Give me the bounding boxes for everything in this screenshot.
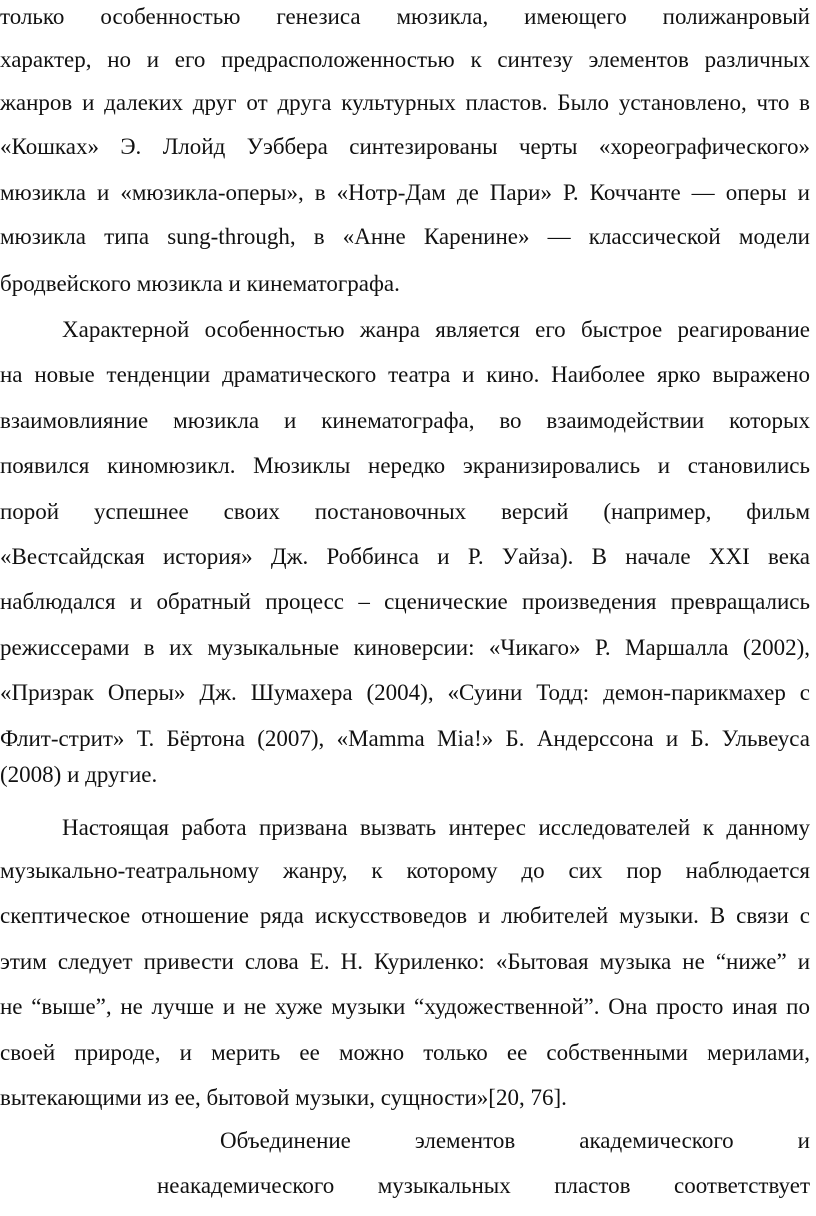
paragraph-2-line-6: «Вестсайдская история» Дж. Роббинса и Р. Уайза). В начале XXI века — [0, 544, 810, 569]
paragraph-1-line-5: мюзикла и «мюзикла-оперы», в «Нотр-Дам де Пари» Р. Коччанте — оперы и — [0, 180, 810, 205]
paragraph-4-line-2: неакадемического музыкальных пластов соответствует — [157, 1173, 810, 1198]
paragraph-4-line-1: Объединение элементов академического и — [220, 1128, 810, 1153]
paragraph-3-line-3: скептическое отношение ряда искусствоведов и любителей музыки. В связи с — [0, 903, 810, 928]
paragraph-2-line-3: взаимовлияние мюзикла и кинематографа, во взаимодействии которых — [0, 408, 810, 433]
paragraph-2-line-10: Флит-стрит» Т. Бёртона (2007), «Mamma Mia!» Б. Андерссона и Б. Ульвеуса — [0, 726, 810, 751]
paragraph-1-line-7: бродвейского мюзикла и кинематографа. — [0, 271, 400, 296]
paragraph-1-line-2: характер, но и его предрасположенностью к синтезу элементов различных — [0, 47, 810, 72]
paragraph-1-line-1: только особенностью генезиса мюзикла, имеющего полижанровый — [0, 4, 810, 29]
paragraph-1-line-6: мюзикла типа sung-through, в «Анне Каренине» — классической модели — [0, 224, 810, 249]
paragraph-2-line-2: на новые тенденции драматического театра и кино. Наиболее ярко выражено — [0, 362, 810, 387]
paragraph-3-line-5: не “выше”, не лучше и не хуже музыки “художественной”. Она просто иная по — [0, 994, 810, 1019]
paragraph-1-line-3: жанров и далеких друг от друга культурных пластов. Было установлено, что в — [0, 90, 810, 115]
paragraph-3-line-7: вытекающими из ее, бытовой музыки, сущности»[20, 76]. — [0, 1085, 567, 1110]
paragraph-2-line-8: режиссерами в их музыкальные киноверсии: «Чикаго» Р. Маршалла (2002), — [0, 635, 810, 660]
paragraph-2-line-9: «Призрак Оперы» Дж. Шумахера (2004), «Суини Тодд: демон-парикмахер с — [0, 680, 810, 705]
paragraph-2-line-1: Характерной особенностью жанра является его быстрое реагирование — [62, 317, 810, 342]
paragraph-2-line-11: (2008) и другие. — [0, 762, 158, 787]
paragraph-2-line-5: порой успешнее своих постановочных версий (например, фильм — [0, 499, 810, 524]
paragraph-1-line-4: «Кошках» Э. Ллойд Уэббера синтезированы черты «хореографического» — [0, 134, 810, 159]
paragraph-2-line-7: наблюдался и обратный процесс – сценические произведения превращались — [0, 589, 810, 614]
paragraph-2-line-4: появился киномюзикл. Мюзиклы нередко экранизировались и становились — [0, 453, 810, 478]
paragraph-3-line-6: своей природе, и мерить ее можно только ее собственными мерилами, — [0, 1040, 810, 1065]
paragraph-3-line-2: музыкально-театральному жанру, к которому до сих пор наблюдается — [0, 858, 810, 883]
paragraph-3-line-4: этим следует привести слова Е. Н. Куриленко: «Бытовая музыка не “ниже” и — [0, 949, 810, 974]
paragraph-3-line-1: Настоящая работа призвана вызвать интерес исследователей к данному — [62, 815, 810, 840]
